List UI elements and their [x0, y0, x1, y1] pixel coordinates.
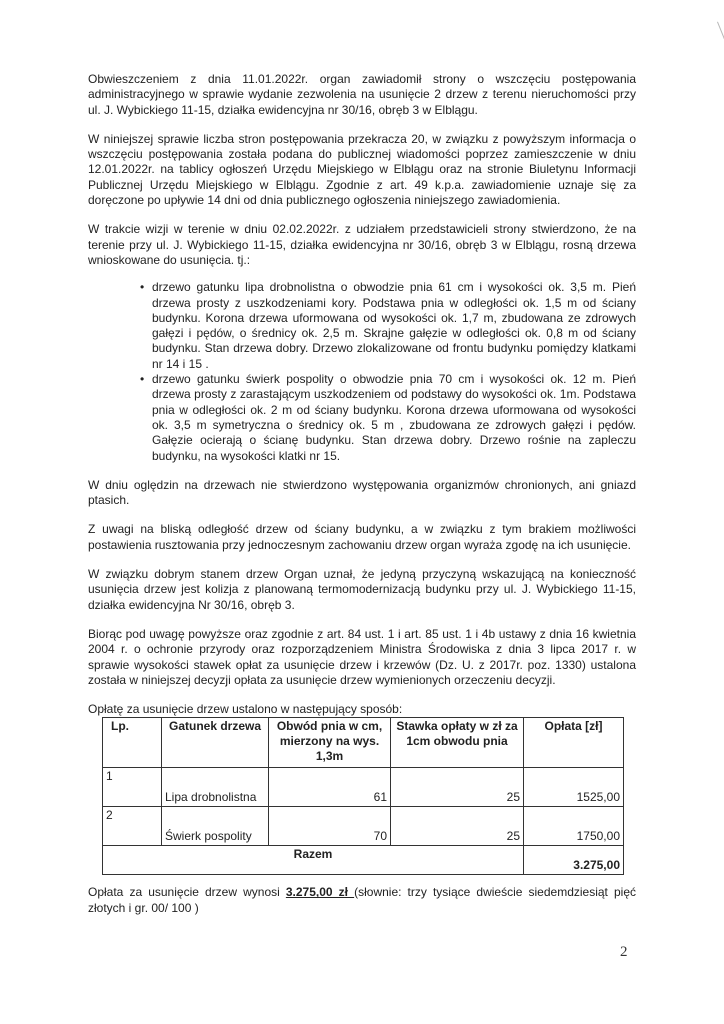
header-fee: Opłata [zł]: [524, 718, 624, 768]
header-rate: Stawka opłaty w zł za 1cm obwodu pnia: [391, 718, 524, 768]
paragraph-legal-basis: Biorąc pod uwagę powyższe oraz zgodnie z art. 84 ust. 1 i art. 85 ust. 1 i 4b ustawy z dnia 16 kwietnia 2004 r. o ochronie przyrody oraz rozporządzeniem Ministra Środowiska z dnia 3 lipca 2017 r. w sprawie wysokości stawek opłat za usunięcie drzew i krzewów (Dz. U. z 2017r. poz. 1330) ustalona została w niniejszej decyzji opłata za usunięcie drzew wymienionych orzeczeniu decyzji.: [88, 626, 636, 687]
page-number: 2: [620, 944, 628, 960]
list-item-text: drzewo gatunku świerk pospolity o obwodzie pnia 70 cm i wysokości ok. 12 m. Pień drzewa prosty z zarastającym uszkodzeniem od podstawy do wysokości ok. 1m. Podstawa pnia w odległości ok. 2 m od ściany budynku. Korona drzewa uformowana od wysokości ok. 3,5 m symetryczna o średnicy ok. 5 m , zbudowana ze zdrowych gałęzi i pędów. Gałęzie ocierają o ścianę budynku. Stan drzewa dobry. Drzewo rośnie na zapleczu budynku, na wysokości klatki nr 15.: [152, 372, 636, 463]
table-row: [103, 807, 624, 846]
final-amount: 3.275,00 zł: [285, 885, 355, 900]
header-species: Gatunek drzewa: [162, 718, 269, 768]
final-text-before: Opłata za usunięcie drzew wynosi: [88, 885, 286, 900]
list-item-text: drzewo gatunku lipa drobnolistna o obwodzie pnia 61 cm i wysokości ok. 3,5 m. Pień drzewa prosty z uszkodzeniami kory. Podstawa pnia w odległości ok. 1,5 m od ściany budynku. Korona drzewa uformowana od wysokości ok. 1,7 m, zbudowana ze zdrowych gałęzi i pędów, o średnicy ok. 2,5 m. Skrajne gałęzie w odległości ok. 0,8 m od ściany budynku. Stan drzewa dobry. Drzewo zlokalizowane od frontu budynku pomiędzy klatkami nr 14 i 15 .: [152, 280, 636, 371]
paragraph-reason: W związku dobrym stanem drzew Organ uznał, że jedyną przyczyną wskazującą na konieczność usunięcia drzew jest kolizja z planowaną termomodernizacją budynku przy ul. J. Wybickiego 11-15, działka ewidencyjna Nr 30/16, obręb 3.: [88, 567, 636, 612]
list-item-spruce: [140, 372, 636, 464]
tree-list: [88, 280, 636, 464]
table-row: [103, 768, 624, 807]
paragraph-distance: Z uwagi na bliską odległość drzew od ściany budynku, a w związku z tym brakiem możliwości postawienia rusztowania przy jednoczesnym zachowaniu drzew organ wyraża zgodę na ich usunięcie.: [88, 522, 636, 552]
bullet-icon: •: [140, 372, 145, 387]
paragraph-parties: W niniejszej sprawie liczba stron postępowania przekracza 20, w związku z powyższym informacja o wszczęciu postępowania została podana do publicznej wiadomości poprzez zamieszczenie w dniu 12.01.2022r. na tablicy ogłoszeń Urzędu Miejskiego w Elblągu oraz na stronie Biuletynu Informacji Publicznej Urzędu Miejskiego w Elblągu. Zgodnie z art. 49 k.p.a. zawiadomienie uznaje się za doręczone po upływie 14 dni od dnia publicznego ogłoszenia niniejszego zawiadomienia.: [88, 131, 636, 208]
total-label: Razem: [103, 846, 524, 875]
cell-circumference: 70: [269, 807, 391, 846]
cell-fee: 1525,00: [524, 768, 624, 807]
paragraph-notice: Obwieszczeniem z dnia 11.01.2022r. organ zawiadomił strony o wszczęciu postępowania administracyjnego w sprawie wydanie zezwolenia na usunięcie 2 drzew z terenu nieruchomości przy ul. J. Wybickiego 11-15, działka ewidencyjna nr 30/16, obręb 3 w Elblągu.: [88, 72, 636, 117]
table-header-row: [103, 718, 624, 768]
cell-circumference: 61: [269, 768, 391, 807]
header-circumference: Obwód pnia w cm, mierzony na wys. 1,3m: [269, 718, 391, 768]
document-body: [88, 72, 636, 930]
header-lp: Lp.: [103, 718, 162, 768]
cell-species: Świerk pospolity: [162, 807, 269, 846]
cell-rate: 25: [391, 768, 524, 807]
table-intro: Opłatę za usunięcie drzew ustalono w następujący sposób:: [88, 702, 403, 717]
table-total-row: [103, 846, 624, 875]
cell-lp: 2: [103, 807, 162, 846]
total-value: 3.275,00: [524, 846, 624, 875]
bullet-icon: •: [140, 280, 145, 295]
final-text-after: (słownie: trzy tysiące dwieście siedemdziesiąt pięć złotych i gr. 00/ 100 ): [88, 885, 636, 915]
fee-table: [102, 717, 624, 875]
cell-species: Lipa drobnolistna: [162, 768, 269, 807]
paragraph-protected-species: W dniu oględzin na drzewach nie stwierdzono występowania organizmów chronionych, ani gniazd ptasich.: [88, 477, 636, 508]
cell-fee: 1750,00: [524, 807, 624, 846]
cell-rate: 25: [391, 807, 524, 846]
list-item-linden: [140, 280, 636, 372]
cell-lp: 1: [103, 768, 162, 807]
paragraph-inspection: W trakcie wizji w terenie w dniu 02.02.2022r. z udziałem przedstawicieli strony stwierdzono, że na terenie przy ul. J. Wybickiego 11-15, działka ewidencyjna nr 30/16, obręb 3 w Elblągu, rosną drzewa wnioskowane do usunięcia. tj.:: [88, 222, 636, 267]
scan-artifact-line: [717, 22, 724, 87]
paragraph-final-amount: [88, 885, 636, 916]
